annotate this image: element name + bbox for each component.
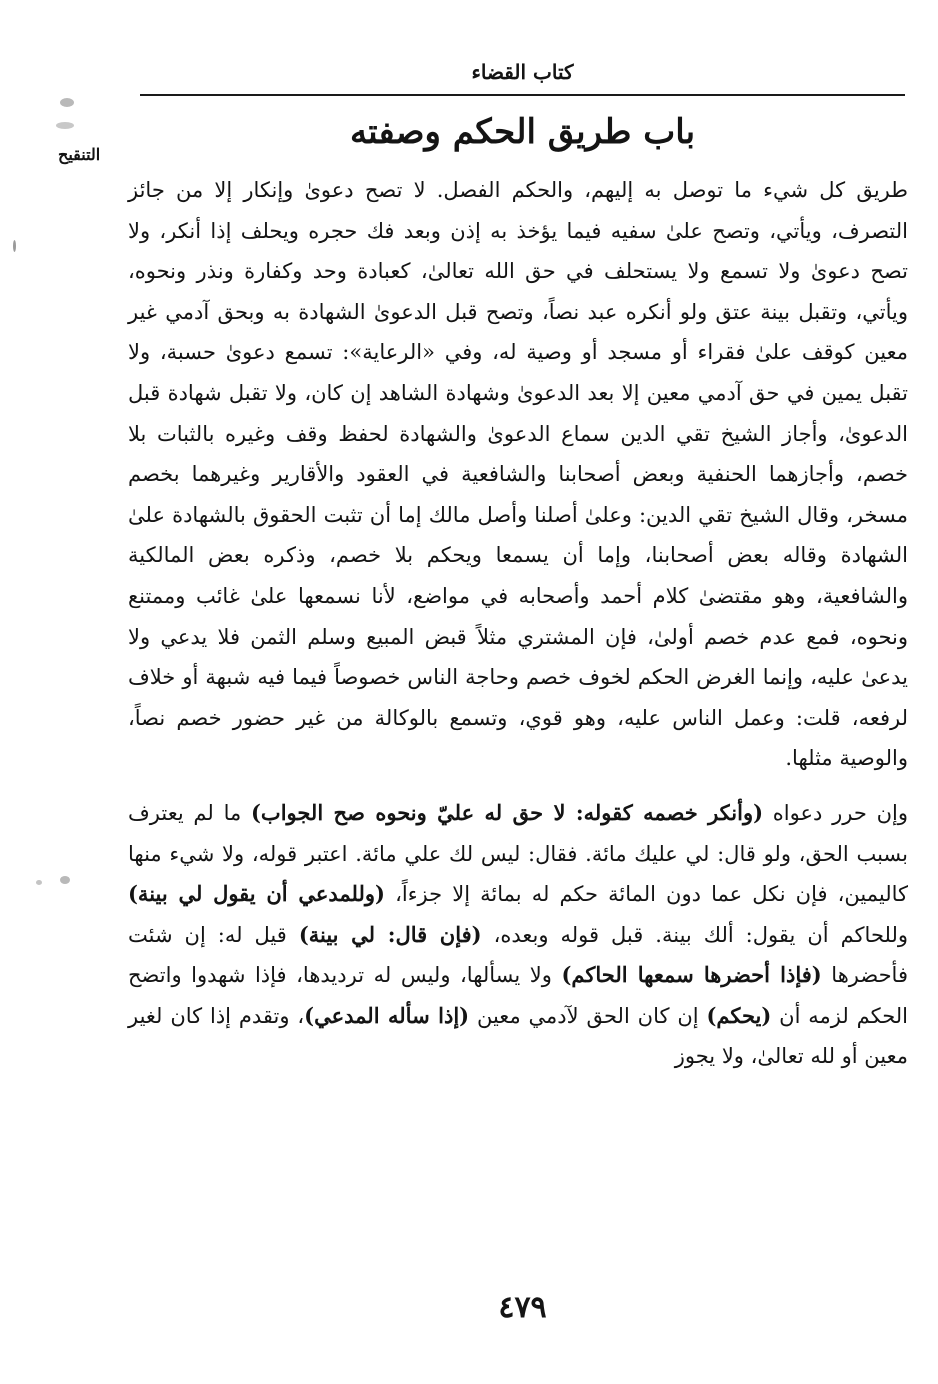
paragraph-2-main-text: (فإذا أحضرها سمعها الحاكم) — [561, 962, 822, 988]
paragraph-2-commentary: ، وتقدم إذا كان لغير معين أو لله تعالىٰ، ولا يجوز — [128, 1003, 908, 1069]
paragraph-2-main-text: (فإن قال: لي بينة) — [298, 921, 482, 947]
paragraph-2-commentary: وإن حرر دعواه — [763, 800, 909, 825]
page-header — [140, 60, 905, 96]
paragraph-2-main-text: (يحكم) — [706, 1002, 772, 1028]
paragraph-2-commentary: وللحاكم أن يقول: ألك بينة. قبل قوله وبعده، — [481, 922, 908, 947]
paragraph-2 — [128, 793, 908, 1077]
page-number: ٤٧٩ — [498, 1290, 547, 1325]
scan-speck — [13, 240, 16, 252]
running-head: كتاب القضاء — [471, 60, 574, 84]
scan-speck — [60, 876, 70, 884]
paragraph-2-commentary: إن كان الحق لآدمي معين — [469, 1003, 707, 1028]
margin-label: التنقيح — [58, 145, 101, 164]
chapter-title: باب طريق الحكم وصفته — [349, 112, 696, 152]
paragraph-2-main-text: (وللمدعي أن يقول لي بينة) — [128, 881, 385, 907]
paragraph-2-commentary: ما لم يعترف بسبب الحق، ولو قال: لي عليك مائة. فقال: ليس لك علي مائة. اعتبر قوله، ولا شيء منها كاليمين، فإن نكل عما دون المائة حكم له بمائة إلا جزءاً، — [128, 800, 908, 907]
body-text — [128, 170, 908, 1077]
scan-speck — [60, 98, 74, 107]
paragraph-2-main-text: (إذا سأله المدعي) — [304, 1002, 470, 1028]
paragraph-2-commentary: قيل له: إن شئت فأحضرها — [128, 922, 908, 988]
scan-speck — [36, 880, 42, 885]
paragraph-1: طريق كل شيء ما توصل به إليهم، والحكم الفصل. لا تصح دعوىٰ وإنكار إلا من جائز التصرف، ويأتي، وتصح علىٰ سفيه فيما يؤخذ به إذن وبعد فك حجره ويحلف إذا أنكر، ولا تصح دعوىٰ ولا تسمع ولا يستحلف في حق الله تعالىٰ، كعبادة وحد وكفارة ونذر ونحوه، ويأتي، وتقبل بينة عتق ولو أنكره عبد نصاً، وتصح قبل الدعوىٰ الشهادة به وبحق آدمي غير معين كوقف علىٰ فقراء أو مسجد أو وصية له، وفي «الرعاية»: تسمع دعوىٰ حسبة، ولا تقبل يمين في حق آدمي معين إلا بعد الدعوىٰ وشهادة الشاهد إن كان، ولا تقبل شهادة قبل الدعوىٰ، وأجاز الشيخ تقي الدين سماع الدعوىٰ والشهادة لحفظ وقف وغيره بالثبات بلا خصم، وأجازهما الحنفية وبعض أصحابنا والشافعية في العقود والأقارير وغيرهما بخصم مسخر، وقال الشيخ تقي الدين: وعلىٰ أصلنا وأصل مالك إما أن تثبت الحقوق بالشهادة علىٰ الشهادة وقاله بعض أصحابنا، وإما أن يسمعا ويحكم بلا خصم، وذكره بعض المالكية والشافعية، وهو مقتضىٰ كلام أحمد وأصحابه في مواضع، لأنا نسمعها علىٰ غائب وممتنع ونحوه، فمع عدم خصم أولىٰ، فإن المشتري مثلاً قبض المبيع وسلم الثمن فلا يدعي ولا يدعىٰ عليه، وإنما الغرض الحكم لخوف خصم وحاجة الناس خصوصاً فيما فيه شبهة أو خلاف لرفعه، قلت: وعمل الناس عليه، وهو قوي، وتسمع بالوكالة من غير حضور خصم نصاً، والوصية مثلها. — [128, 178, 909, 771]
paragraph-2-main-text: (وأنكر خصمه كقوله: لا حق له عليّ ونحوه صح الجواب) — [250, 799, 764, 825]
paragraph-2-commentary: ولا يسألها، وليس له ترديدها، فإذا شهدوا واتضح الحكم لزمه أن — [128, 963, 909, 1028]
scan-speck — [56, 122, 74, 129]
